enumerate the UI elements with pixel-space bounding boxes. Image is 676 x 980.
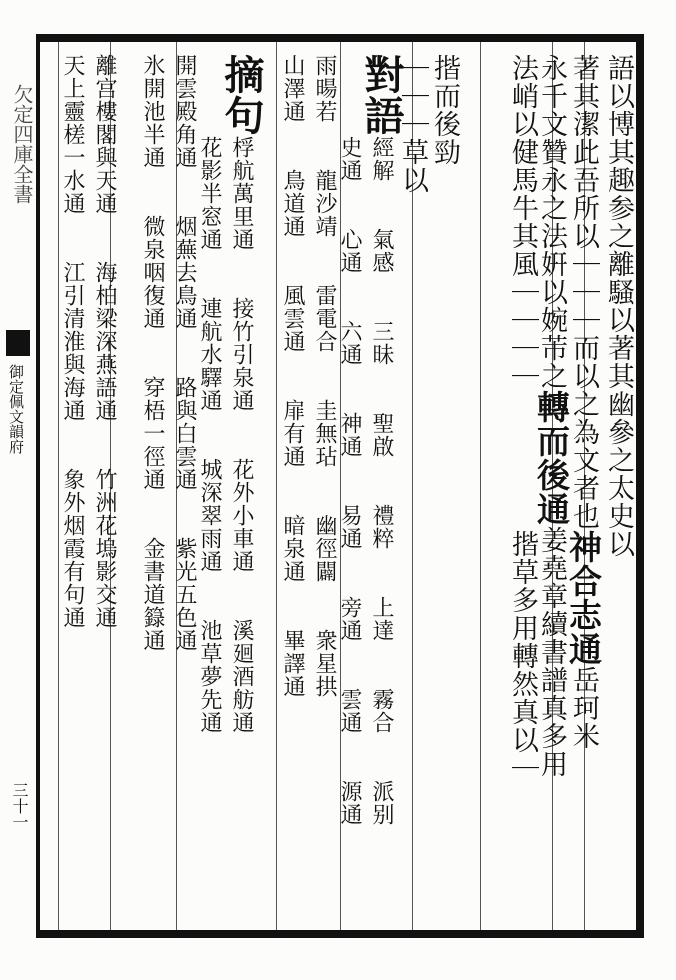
text-column — [166, 54, 198, 922]
text-column — [504, 54, 536, 922]
text-column — [134, 54, 166, 922]
text-column — [54, 54, 86, 922]
frame-rule-right — [636, 34, 644, 938]
phrase-text: 山澤通 鳥道通 風雲通 扉有通 暗泉通 畢譯通 — [280, 54, 305, 698]
page-margin — [0, 34, 36, 938]
phrase-text: 桴航萬里通 接竹引泉通 花外小車通 溪廻酒舫通 — [229, 136, 254, 734]
column-text — [507, 390, 538, 530]
frame-rule-left — [36, 34, 40, 938]
text-column — [306, 54, 338, 922]
page-number: 三十一 — [10, 782, 29, 830]
phrase-text: 離宫樓閣與天通 海柏梁深燕語通 竹洲花塢影交通 — [92, 54, 117, 629]
phrase-text: 開雲殿角通 烟蕪去鳥通 路與白雲通 紫光五色通 — [172, 54, 197, 652]
text-column — [274, 54, 306, 922]
text-column — [86, 54, 118, 922]
phrase-text: 經解 氣感 三昧 聖啟 禮粹 上達 霧合 派别 — [369, 136, 394, 826]
margin-header-fragment: 欠定四庫全書 — [10, 84, 34, 204]
phrase-text: 氷開池半通 微泉咽復通 穿梧一徑通 金書道籙通 — [140, 54, 165, 652]
phrase-text: 雨暘若 龍沙靖 雷電合 圭無玷 幽徑闢 衆星拱 — [312, 54, 337, 698]
column-text: 姜堯章續書譜真多用 — [536, 526, 567, 778]
text-column — [198, 54, 230, 922]
book-title: 御定佩文韻府 — [7, 364, 25, 454]
margin-black-marker — [6, 330, 30, 356]
column-text: 揩草多用轉然真以｜ — [507, 530, 538, 782]
phrase-text: 天上靈槎一水通 江引清淮與海通 象外烟霞有句通 — [60, 54, 85, 629]
text-column — [600, 54, 632, 922]
section-heading: 摘句 — [218, 54, 265, 136]
section-heading: 對語 — [358, 54, 405, 136]
emphasized-headword: 神合志通 — [564, 530, 603, 666]
column-text: 揩而後勁 — [429, 54, 460, 166]
text-column — [338, 54, 370, 922]
column-text: 著其潔此吾所以｜｜｜而以之為文者也 — [568, 54, 599, 530]
column-separator — [480, 42, 481, 930]
text-column — [358, 54, 405, 922]
emphasized-headword: 轉而後通 — [532, 390, 571, 526]
column-text: ｜｜｜草以 — [397, 54, 428, 194]
column-text: 岳珂米 — [568, 666, 599, 750]
text-column — [532, 54, 571, 922]
column-text: 法峭以健馬牛其風｜｜｜｜ — [507, 54, 538, 390]
column-text: 語以博其趣参之離騷以著其幽參之太史以 — [603, 54, 634, 558]
frame-rule-bottom — [36, 930, 644, 938]
text-column — [564, 54, 603, 922]
text-column — [218, 54, 265, 922]
phrase-text: 花影半窓通 連航水驛通 城深翠雨通 池草夢先通 — [197, 136, 222, 734]
text-column — [426, 54, 458, 922]
column-text: 永千文贊永之法姸以婉芾之 — [536, 54, 567, 390]
frame-rule-top — [36, 34, 644, 42]
phrase-text: 史通 心通 六通 神通 易通 旁通 雲通 源通 — [337, 136, 362, 826]
